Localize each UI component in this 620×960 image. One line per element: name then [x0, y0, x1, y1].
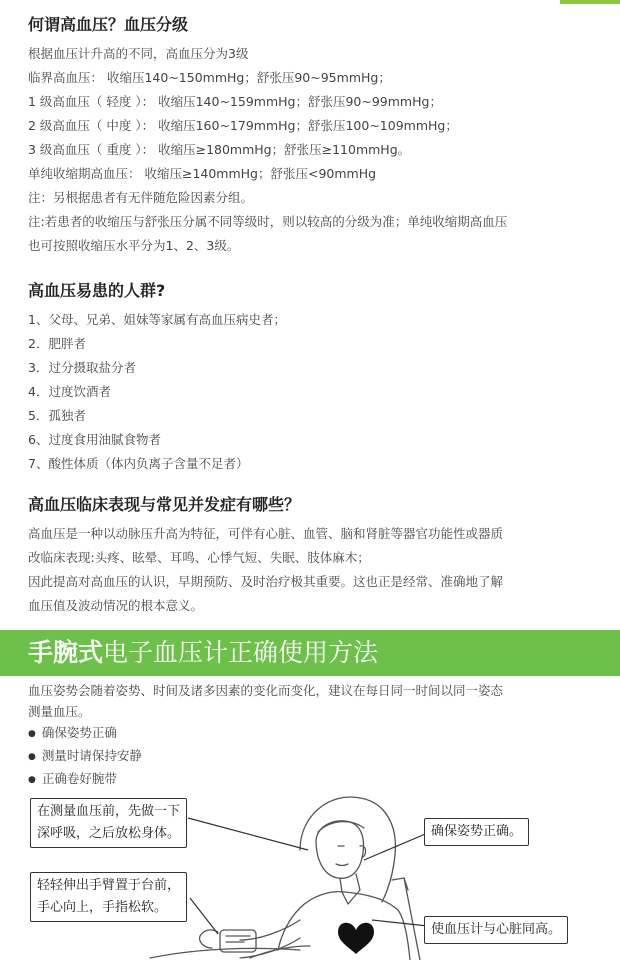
callout-line: 手心向上，手指松软。 — [37, 900, 168, 915]
section-bp-grading — [28, 14, 602, 258]
section-title: 高血压临床表现与常见并发症有哪些？ — [28, 495, 301, 514]
callout-line: 在测量血压前，先做一下 — [37, 804, 181, 819]
callout-line: 轻轻伸出手臂置于台前， — [37, 878, 181, 893]
banner-title-bold: 手腕式 — [28, 638, 104, 667]
list-item: 2．肥胖者 — [28, 336, 86, 351]
section-clinical-symptoms — [28, 494, 602, 618]
text-line: 也可按照收缩压水平分为1、2、3级。 — [28, 238, 240, 253]
text-line: 改临床表现:头疼、眩晕、耳鸣、心悸气短、失眠、肢体麻木； — [28, 550, 370, 565]
text-line: 因此提高对高血压的认识，早期预防、及时治疗极其重要。这也正是经常、准确地了解 — [28, 574, 504, 589]
section-usage-instructions — [28, 680, 602, 791]
text-line: 高血压是一种以动脉压升高为特征，可伴有心脏、血管、脑和肾脏等器官功能性或器质 — [28, 526, 504, 541]
banner-title — [28, 635, 378, 671]
list-item: 4．过度饮酒者 — [28, 384, 111, 399]
callout-arm-position — [30, 872, 187, 922]
usage-banner — [0, 630, 620, 676]
list-item: 5．孤独者 — [28, 408, 86, 423]
text-line: 注:若患者的收缩压与舒张压分属不同等级时，则以较高的分级为准；单纯收缩期高血压 — [28, 214, 508, 229]
callout-deep-breath — [30, 798, 187, 848]
usage-illustration — [0, 780, 620, 960]
callout-line: 确保姿势正确。 — [431, 824, 523, 839]
text-line: 血压姿势会随着姿势、时间及诸多因素的变化而变化，建议在每日同一时间以同一姿态 — [28, 683, 504, 698]
text-line: 注：另根据患者有无伴随危险因素分组。 — [28, 190, 254, 205]
text-line: 单纯收缩期高血压： 收缩压≥140mmHg；舒张压<90mmHg — [28, 166, 377, 181]
banner-title-rest: 电子血压计正确使用方法 — [103, 638, 379, 667]
text-line: 3 级高血压（ 重度 ）： 收缩压≥180mmHg；舒张压≥110mmHg。 — [28, 142, 411, 157]
top-accent-line — [0, 0, 620, 4]
callout-line: 深呼吸，之后放松身体。 — [37, 826, 181, 841]
text-line: 临界高血压： 收缩压140~150mmHg；舒张压90~95mmHg； — [28, 70, 391, 85]
heart-icon — [338, 923, 374, 954]
text-line: 1 级高血压（ 轻度 ）： 收缩压140~159mmHg；舒张压90~99mmHg； — [28, 94, 442, 109]
list-item: 7、酸性体质（体内负离子含量不足者） — [28, 456, 249, 471]
list-item: 3．过分摄取盐分者 — [28, 360, 136, 375]
list-item: 1、父母、兄弟、姐妹等家属有高血压病史者； — [28, 312, 286, 327]
text-line: 2 级高血压（ 中度 ）： 收缩压160~179mmHg；舒张压100~109mmHg； — [28, 118, 458, 133]
bullet-item: ● 测量时请保持安静 — [28, 745, 602, 768]
list-item: 6、过度食用油腻食物者 — [28, 432, 161, 447]
bullet-item: ● 确保姿势正确 — [28, 722, 602, 745]
section-title: 高血压易患的人群? — [28, 281, 166, 300]
callout-heart-level — [424, 916, 568, 944]
text-line: 测量血压。 — [28, 704, 91, 719]
text-line: 血压值及波动情况的根本意义。 — [28, 598, 204, 613]
bullet-item: ● 正确卷好腕带 — [28, 768, 602, 791]
section-title: 何谓高血压？血压分级 — [28, 15, 189, 34]
callout-posture — [424, 818, 529, 846]
section-risk-groups — [28, 280, 602, 476]
text-line: 根据血压计升高的不同，高血压分为3级 — [28, 46, 249, 61]
callout-line: 使血压计与心脏同高。 — [431, 922, 562, 937]
